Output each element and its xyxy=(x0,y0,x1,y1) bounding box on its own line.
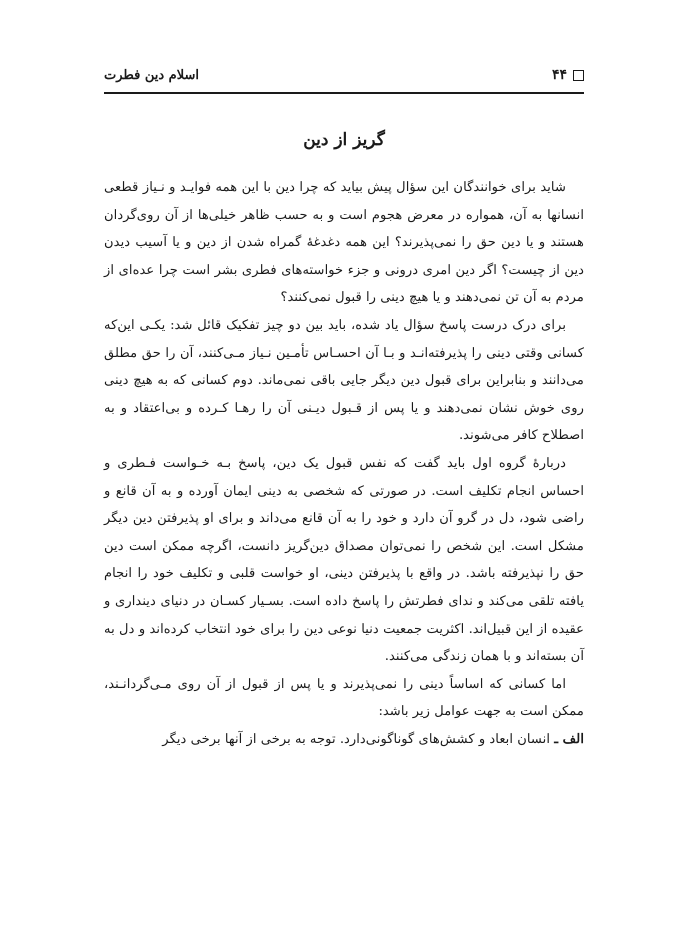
item-label: الف ـ xyxy=(554,731,584,747)
item-text: انسان ابعاد و کشش‌های گوناگونی‌دارد. توجه به برخی از آنها برخی دیگر xyxy=(162,731,555,747)
page-number: ۴۴ xyxy=(551,67,567,83)
paragraph-4: اما کسانی که اساساً دینی را نمی‌پذیرند و یا پس از قبول از آن روی مـی‌گردانـند، ممکن است به جهت عوامل زیر باشد: xyxy=(104,676,584,720)
body-text xyxy=(104,174,584,753)
square-bullet-icon xyxy=(573,70,584,81)
chapter-title: گریز از دین xyxy=(303,130,385,150)
page-marker xyxy=(552,67,584,83)
paragraph-3: دربارهٔ گروه اول باید گفت که نفس قبول یک دین، پاسخ بـه خـواست فـطری و احساس انجام تکلیف است. در صورتی که شخصی به دینی ایمان آورده و به آن قانع و راضی شود، دل در گرو آن دارد و خود را به آن قانع می‌داند و برای او پذیرفتن دین دیگر مشکل است. این شخص را نمی‌توان مصداق دین‌گریز دانست، اگرچه ممکن است دین حق را نپذیرفته باشد. در واقع با پذیرفتن دینی، او خواست قلبی و تکلیف خود را انجام یافته تلقی می‌کند و ندای فطرتش را پاسخ داده است. بسـیار کسـان در دنیای دینداری و عقیده از این قبیل‌اند. اکثریت جمعیت دنیا نوعی دین را برای خود انتخاب کرده‌اند و دل به آن بسته‌اند و با همان زندگی می‌کنند. xyxy=(104,455,584,665)
book-title: اسلام دین فطرت xyxy=(104,67,199,83)
paragraph-2: برای درک درست پاسخ سؤال یاد شده، باید بین دو چیز تفکیک قائل شد: یکـی این‌که کسانی وقتی دینی را پذیرفته‌انـد و بـا آن احسـاس تأمـین نـیاز مـی‌کنند، آن را حق مطلق می‌دانند و بنابراین برای قبول دین دیگر جایی باقی نمی‌ماند. دوم کسانی که به هیچ دینی روی خوش نشان نمی‌دهند و یا پس از قـبول دیـنی آن را رهـا کـرده و بی‌اعتقاد و به اصطلاح کافر می‌شوند. xyxy=(104,317,584,444)
header-rule xyxy=(104,92,584,94)
running-head xyxy=(104,62,584,88)
paragraph-5 xyxy=(104,726,584,754)
paragraph-1: شاید برای خوانندگان این سؤال پیش بیاید که چرا دین با این همه فوایـد و نـیاز قطعی انسانها به آن، همواره در معرض هجوم است و به حسب ظاهر خیلی‌ها از آن روی‌گردان هستند و یا دین حق را نمی‌پذیرند؟ این همه دغدغهٔ گمراه شدن از دین و یا آسیب دیدن دین از چیست؟ اگر دین امری درونی و جزء خواسته‌های فطری بشر است چرا عده‌ای از مردم به آن تن نمی‌دهند و یا هیچ دینی را قبول نمی‌کنند؟ xyxy=(104,180,584,306)
